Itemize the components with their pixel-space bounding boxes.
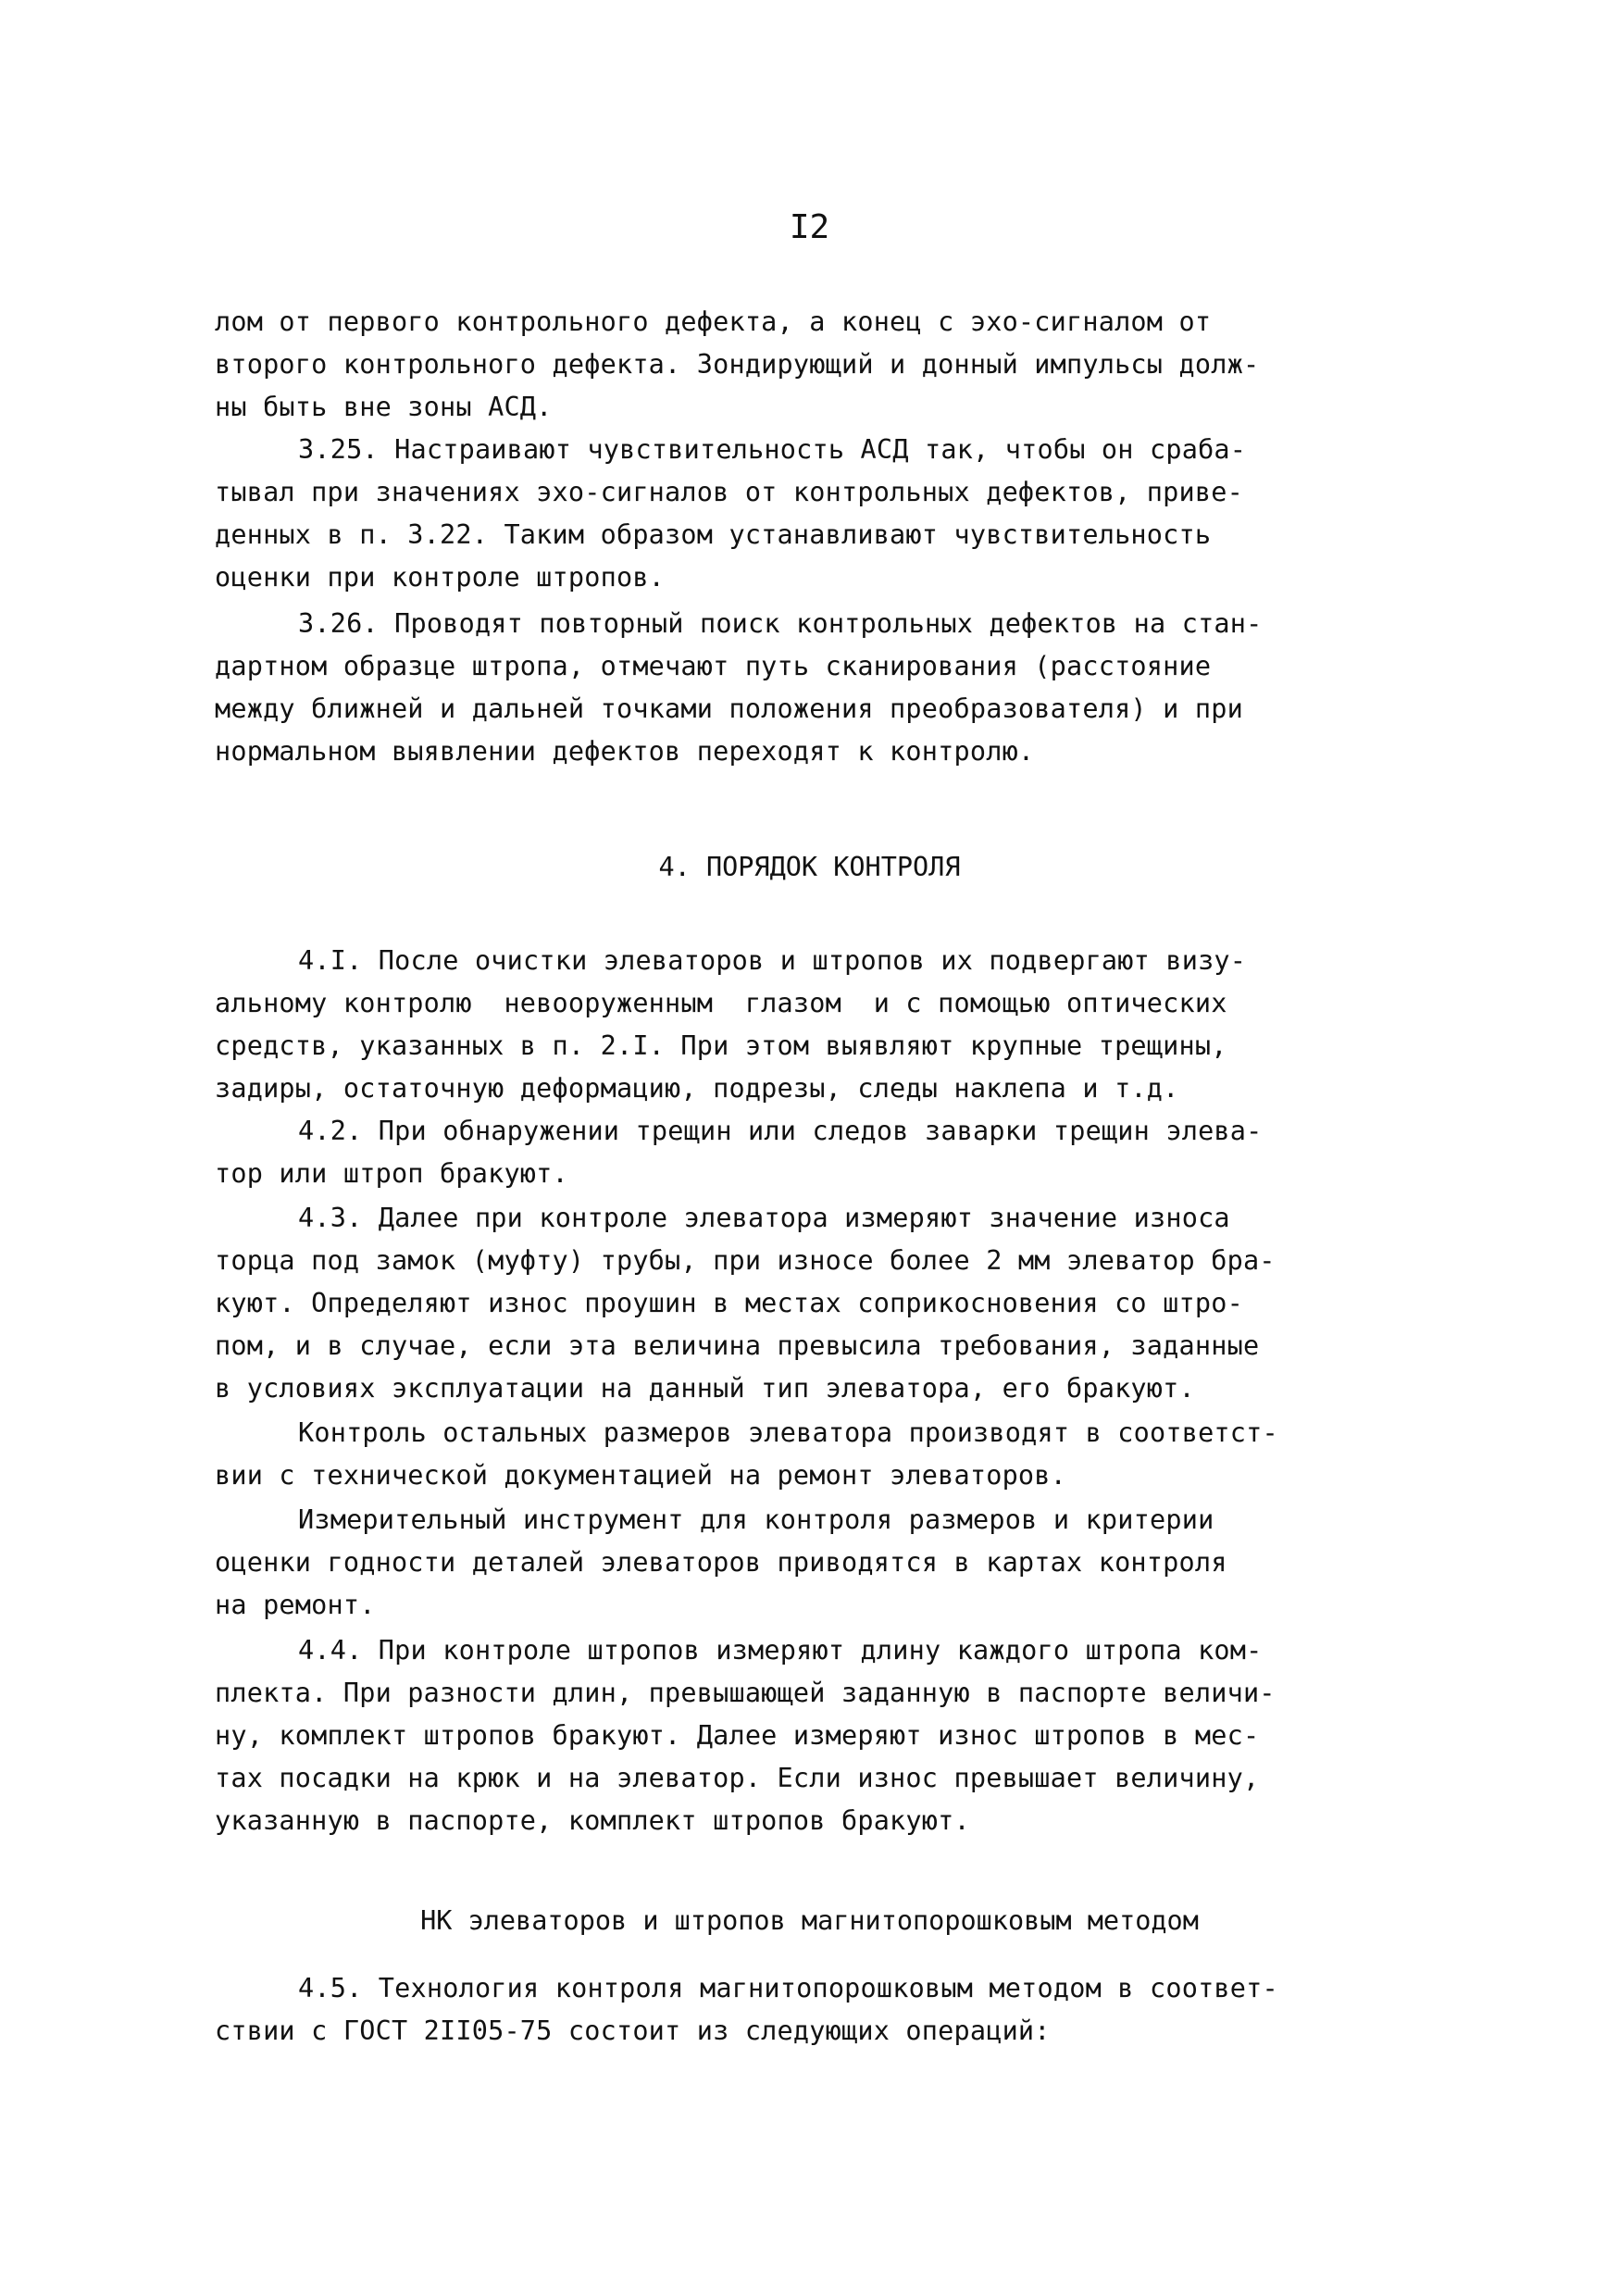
text-line: тывал при значениях эхо-сигналов от контрольных дефектов, приве- (215, 477, 1243, 507)
paragraph-start: Контроль остальных размеров элеватора производят в соответст- (298, 1417, 1278, 1448)
text-line: альному контролю невооруженным глазом и с помощью оптических (215, 988, 1227, 1018)
text-line: ствии с ГОСТ 2II05-75 состоит из следующих операций: (215, 2015, 1051, 2046)
paragraph-start: Измерительный инструмент для контроля размеров и критерии (298, 1504, 1214, 1535)
paragraph-4-2-start: 4.2. При обнаружении трещин или следов заварки трещин элева- (298, 1116, 1263, 1146)
text-line: дартном образце штропа, отмечают путь сканирования (расстояние (215, 651, 1212, 681)
page-number: I2 (789, 208, 830, 246)
paragraph-4-1-start: 4.I. После очистки элеваторов и штропов их подвергают визу- (298, 945, 1247, 976)
paragraph-3-25-start: 3.25. Настраивают чувствительность АСД так, чтобы он сраба- (298, 434, 1247, 465)
text-line: второго контрольного дефекта. Зондирующий и донный импульсы долж- (215, 349, 1260, 380)
text-line: ны быть вне зоны АСД. (215, 392, 553, 422)
text-line: в условиях эксплуатации на данный тип элеватора, его бракуют. (215, 1373, 1195, 1404)
text-line: указанную в паспорте, комплект штропов бракуют. (215, 1805, 970, 1836)
subsection-heading: НК элеваторов и штропов магнитопорошковым методом (420, 1905, 1199, 1936)
text-line: нормальном выявлении дефектов переходят к контролю. (215, 736, 1035, 767)
text-line: вии с технической документацией на ремонт элеваторов. (215, 1460, 1066, 1491)
text-line: лом от первого контрольного дефекта, а конец с эхо-сигналом от (215, 306, 1212, 337)
paragraph-4-4-start: 4.4. При контроле штропов измеряют длину каждого штропа ком- (298, 1635, 1263, 1666)
text-line: оценки при контроле штропов. (215, 562, 666, 593)
text-line: торца под замок (муфту) трубы, при износе более 2 мм элеватор бра- (215, 1245, 1276, 1276)
text-line: тор или штроп бракуют. (215, 1158, 568, 1189)
text-line: денных в п. 3.22. Таким образом устанавливают чувствительность (215, 519, 1212, 550)
text-line: средств, указанных в п. 2.I. При этом выявляют крупные трещины, (215, 1030, 1227, 1061)
text-line: задиры, остаточную деформацию, подрезы, следы наклепа и т.д. (215, 1073, 1179, 1104)
text-line: ну, комплект штропов бракуют. Далее измеряют износ штропов в мес- (215, 1720, 1260, 1751)
text-line: на ремонт. (215, 1590, 376, 1620)
text-line: пом, и в случае, если эта величина превысила требования, заданные (215, 1330, 1260, 1361)
text-line: куют. Определяют износ проушин в местах соприкосновения со штро- (215, 1288, 1243, 1318)
text-line: между ближней и дальней точками положения преобразователя) и при (215, 693, 1243, 724)
paragraph-3-26-start: 3.26. Проводят повторный поиск контрольных дефектов на стан- (298, 608, 1263, 639)
paragraph-4-3-start: 4.3. Далее при контроле элеватора измеряют значение износа (298, 1203, 1230, 1233)
text-line: плекта. При разности длин, превышающей заданную в паспорте величи- (215, 1678, 1276, 1708)
text-line: тах посадки на крюк и на элеватор. Если износ превышает величину, (215, 1763, 1260, 1793)
paragraph-4-5-start: 4.5. Технология контроля магнитопорошковым методом в соответ- (298, 1973, 1278, 2003)
text-line: оценки годности деталей элеваторов приводятся в картах контроля (215, 1547, 1227, 1578)
section-heading: 4. ПОРЯДОК КОНТРОЛЯ (658, 852, 961, 882)
